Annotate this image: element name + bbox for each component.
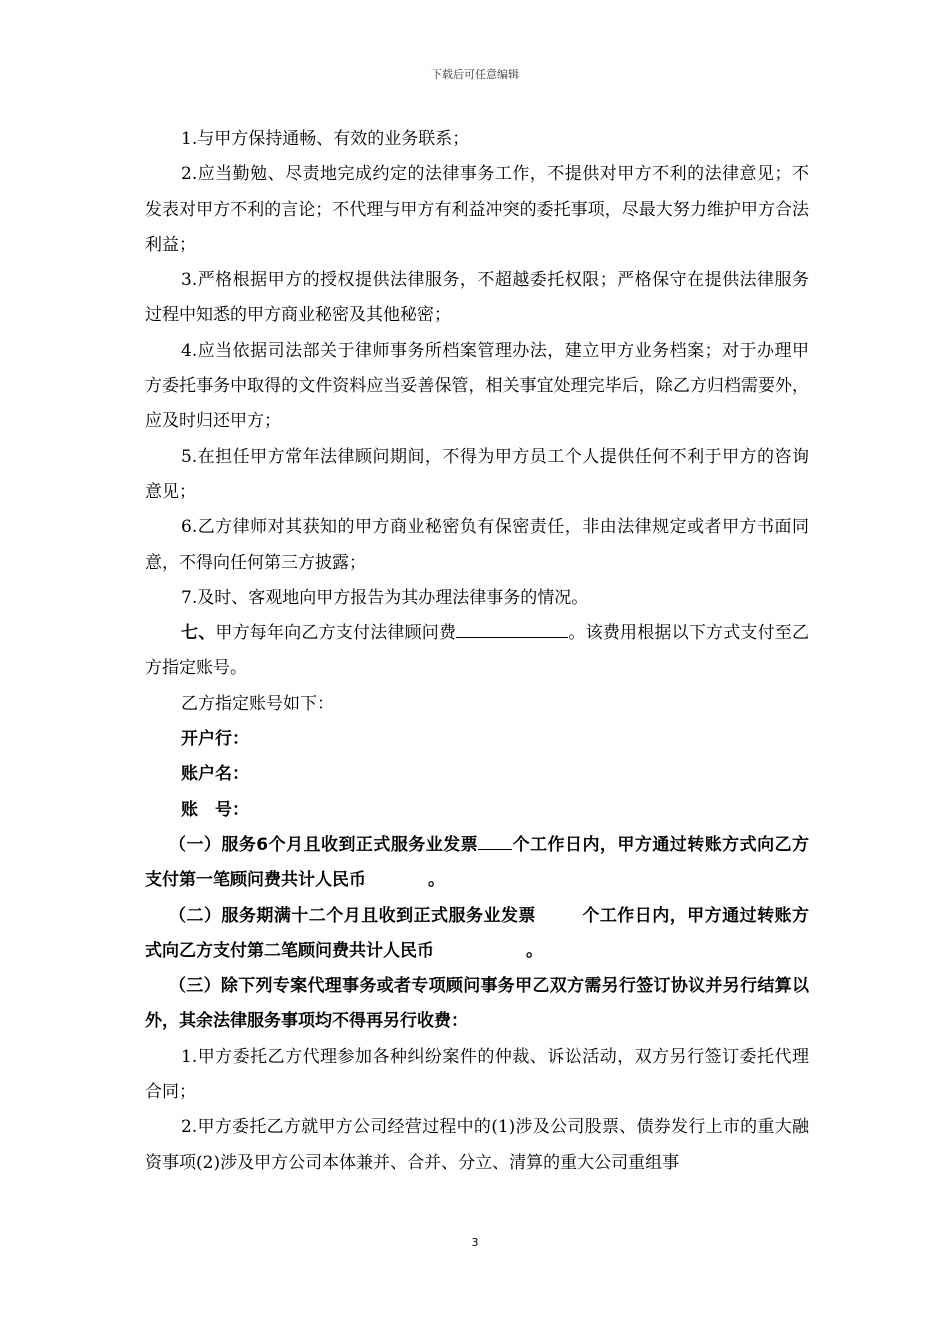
obligation-6: 6.乙方律师对其获知的甲方商业秘密负有保密责任，非由法律规定或者甲方书面同意，不得向任何第三方披露； xyxy=(145,517,809,573)
obligation-7: 7.及时、客观地向甲方报告为其办理法律事务的情况。 xyxy=(181,587,589,608)
account-bank-label: 开户行： xyxy=(181,729,249,750)
account-intro: 乙方指定账号如下： xyxy=(181,693,334,714)
payment-2-text-end: 。 xyxy=(526,940,543,961)
account-name-label: 账户名： xyxy=(181,764,249,785)
payment-1-text-middle: 个工作日内，甲方通过转账方式向乙方支付第一笔顾问费共计人民币 xyxy=(145,834,810,891)
section-7-label: 七、 xyxy=(181,623,216,644)
obligation-1: 1.与甲方保持通畅、有效的业务联系； xyxy=(181,129,470,149)
page-number: 3 xyxy=(471,1236,479,1249)
payment-1-days-blank xyxy=(478,831,512,850)
fee-amount-blank xyxy=(456,619,568,638)
page-header: 下载后可任意编辑 xyxy=(431,68,519,81)
payment-2-text-before: （二）服务期满十二个月且收到正式服务业发票 xyxy=(169,905,536,926)
section-7-text-before: 甲方每年向乙方支付法律顾问费 xyxy=(215,623,457,644)
obligation-3: 3.严格根据甲方的授权提供法律服务，不超越委托权限；严格保守在提供法律服务过程中知悉的甲方商业秘密及其他秘密； xyxy=(145,270,809,326)
payment-1-text-before: （一）服务6个月且收到正式服务业发票 xyxy=(169,834,479,855)
exclusion-2: 2.甲方委托乙方就甲方公司经营过程中的(1)涉及公司股票、债券发行上市的重大融资事项(2)涉及甲方公司本体兼并、合并、分立、清算的重大公司重组事 xyxy=(145,1117,809,1173)
section-7-fee-clause xyxy=(145,616,809,687)
section-7-text-after: 。该费用根据以下方式支付至乙方指定账号。 xyxy=(145,623,810,679)
payment-2-text-middle: 个工作日内，甲方通过转账方式向乙方支付第二笔顾问费共计人民币 xyxy=(145,905,810,961)
obligation-4: 4.应当依据司法部关于律师事务所档案管理办法，建立甲方业务档案；对于办理甲方委托事务中取得的文件资料应当妥善保管，相关事宜处理完毕后，除乙方归档需要外，应及时归还甲方； xyxy=(145,340,809,432)
payment-clause-2 xyxy=(145,899,809,970)
payment-clause-1 xyxy=(145,828,809,899)
account-number-label: 账 号： xyxy=(181,799,249,820)
document-body xyxy=(145,122,809,1181)
payment-1-text-end: 。 xyxy=(428,870,445,891)
obligation-5: 5.在担任甲方常年法律顾问期间，不得为甲方员工个人提供任何不利于甲方的咨询意见； xyxy=(145,446,809,502)
exclusion-1: 1.甲方委托乙方代理参加各种纠纷案件的仲裁、诉讼活动，双方另行签订委托代理合同； xyxy=(145,1046,809,1103)
payment-clause-3: （三）除下列专案代理事务或者专项顾问事务甲乙双方需另行签订协议并另行结算以外，其余法律服务事项均不得再另行收费： xyxy=(145,976,809,1032)
obligation-2: 2.应当勤勉、尽责地完成约定的法律事务工作，不提供对甲方不利的法律意见；不发表对甲方不利的言论；不代理与甲方有利益冲突的委托事项，尽最大努力维护甲方合法利益； xyxy=(145,164,809,255)
